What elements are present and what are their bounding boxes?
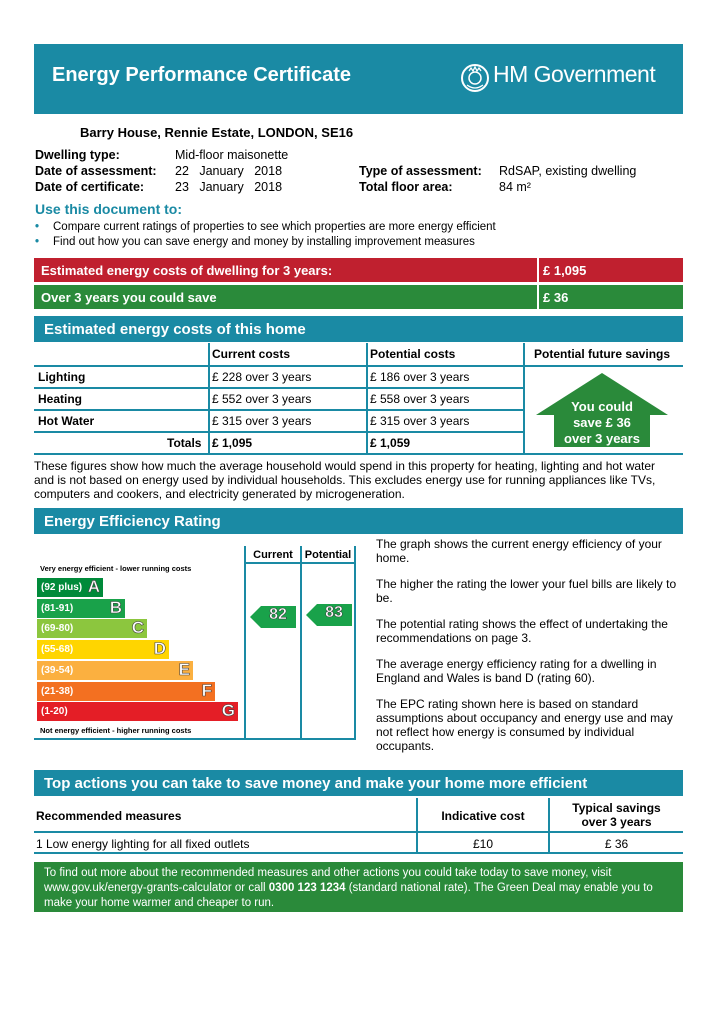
date-certificate-value: 23 January 2018	[175, 180, 283, 194]
footer-info-box: To find out more about the recommended measures and other actions you could take today to save money, visit www.gov.uk/energy-grants-calculator or call 0300 123 1234 (standard national rate). The Green Deal may enable you to make your home warmer and cheaper to run.	[34, 862, 683, 912]
band-letter: G	[221, 701, 235, 721]
estimated-costs-bar	[34, 258, 683, 282]
costs-table	[34, 343, 683, 455]
totals-potential: £ 1,059	[370, 436, 411, 450]
dwelling-type-label: Dwelling type:	[35, 148, 120, 162]
chart-col-current: Current	[253, 549, 293, 561]
date-certificate-label: Date of certificate:	[35, 180, 145, 194]
band-range: (55-68)	[41, 644, 74, 656]
rating-band-d	[37, 640, 169, 659]
row-hotwater-current: £ 315 over 3 years	[212, 414, 312, 428]
measure-row-cost: £10	[472, 837, 494, 851]
potential-rating-value: 83	[325, 604, 343, 621]
measure-row-savings: £ 36	[604, 837, 629, 851]
header-banner	[34, 44, 683, 114]
band-letter: C	[131, 618, 144, 638]
date-assessment-value: 22 January 2018	[175, 164, 283, 178]
band-letter: F	[201, 680, 212, 700]
col-typical-savings: Typical savings over 3 years	[572, 801, 661, 829]
rating-band-f	[37, 682, 215, 701]
rating-explanation: The graph shows the current energy efficiency of your home. The higher the rating the lower your fuel bills are likely to be. The potential rating shows the effect of undertaking the recommendations on page 3. The average energy efficiency rating for a dwelling in England and Wales is band D (rating 60). The EPC rating shown here is based on standard assumptions about occupancy and energy use and may not reflect how energy is consumed by individual occupants.	[376, 537, 677, 753]
date-assessment-label: Date of assessment:	[35, 164, 157, 178]
row-lighting-current: £ 228 over 3 years	[212, 370, 312, 384]
rating-band-g	[37, 702, 238, 721]
savings-label: Over 3 years you could save	[41, 290, 217, 305]
chart-bottom-note: Not energy efficient - higher running costs	[40, 726, 192, 735]
rating-section-header: Energy Efficiency Rating	[34, 508, 683, 534]
row-heating-potential: £ 558 over 3 years	[370, 392, 470, 406]
dwelling-type-value: Mid-floor maisonette	[175, 148, 289, 162]
band-range: (1-20)	[41, 706, 68, 718]
band-range: (92 plus)	[41, 582, 83, 593]
col-potential-savings: Potential future savings	[534, 347, 671, 361]
col-recommended-measures: Recommended measures	[36, 809, 182, 823]
type-assessment-label: Type of assessment:	[359, 164, 482, 178]
costs-note: These figures show how much the average household would spend in this property for heating, lighting and hot water and is not based on energy used by individual households. This excludes energy use for running appliances like TVs, computers and cookers, and electricity generated by microgeneration.	[34, 459, 656, 501]
savings-bar	[34, 285, 683, 309]
rating-band-a	[37, 578, 103, 597]
band-letter: D	[153, 639, 166, 659]
band-letter: B	[109, 597, 122, 617]
col-current-costs: Current costs	[212, 347, 291, 361]
rating-band-e	[37, 661, 193, 680]
band-range: (69-80)	[41, 623, 74, 635]
house-savings-text: You could save £ 36 over 3 years	[564, 399, 640, 446]
efficiency-chart	[34, 546, 356, 740]
property-address: Barry House, Rennie Estate, LONDON, SE16	[80, 125, 354, 140]
page-title: Energy Performance Certificate	[52, 64, 352, 86]
col-indicative-cost: Indicative cost	[441, 809, 525, 823]
estimated-costs-value: £ 1,095	[543, 263, 587, 278]
costs-section-header: Estimated energy costs of this home	[34, 316, 683, 342]
hm-government-logo: HM Government	[493, 61, 656, 87]
actions-section-header: Top actions you can take to save money and make your home more efficient	[34, 770, 683, 796]
measure-row-label: 1 Low energy lighting for all fixed outlets	[36, 837, 250, 851]
row-heating-label: Heating	[38, 392, 83, 406]
rating-band-c	[37, 619, 147, 638]
row-lighting-potential: £ 186 over 3 years	[370, 370, 470, 384]
type-assessment-value: RdSAP, existing dwelling	[499, 164, 637, 178]
band-range: (21-38)	[41, 685, 74, 697]
royal-crest-icon	[460, 63, 490, 93]
chart-col-potential: Potential	[304, 549, 352, 561]
floor-area-label: Total floor area:	[359, 180, 453, 194]
totals-label: Totals	[167, 436, 202, 450]
footer-phone: 0300 123 1234	[268, 882, 346, 894]
col-potential-costs: Potential costs	[370, 347, 456, 361]
estimated-costs-label: Estimated energy costs of dwelling for 3 years:	[41, 263, 333, 278]
row-lighting-label: Lighting	[38, 370, 86, 384]
band-letter: E	[178, 659, 190, 679]
row-hotwater-potential: £ 315 over 3 years	[370, 414, 470, 428]
band-letter: A	[87, 577, 100, 596]
savings-value: £ 36	[543, 290, 569, 305]
floor-area-value: 84 m²	[499, 180, 531, 194]
actions-table	[34, 798, 683, 858]
row-heating-current: £ 552 over 3 years	[212, 392, 312, 406]
chart-top-note: Very energy efficient - lower running costs	[40, 564, 192, 573]
band-range: (39-54)	[41, 664, 74, 676]
use-bullet-item: • Compare current ratings of properties to see which properties are more energy efficient	[35, 221, 496, 233]
use-document-heading: Use this document to:	[35, 201, 183, 217]
row-hotwater-label: Hot Water	[38, 414, 95, 428]
rating-band-b	[37, 599, 125, 618]
totals-current: £ 1,095	[212, 436, 253, 450]
band-range: (81-91)	[41, 602, 74, 614]
current-rating-value: 82	[269, 606, 287, 623]
use-bullet-item: • Find out how you can save energy and money by installing improvement measures	[35, 236, 475, 248]
